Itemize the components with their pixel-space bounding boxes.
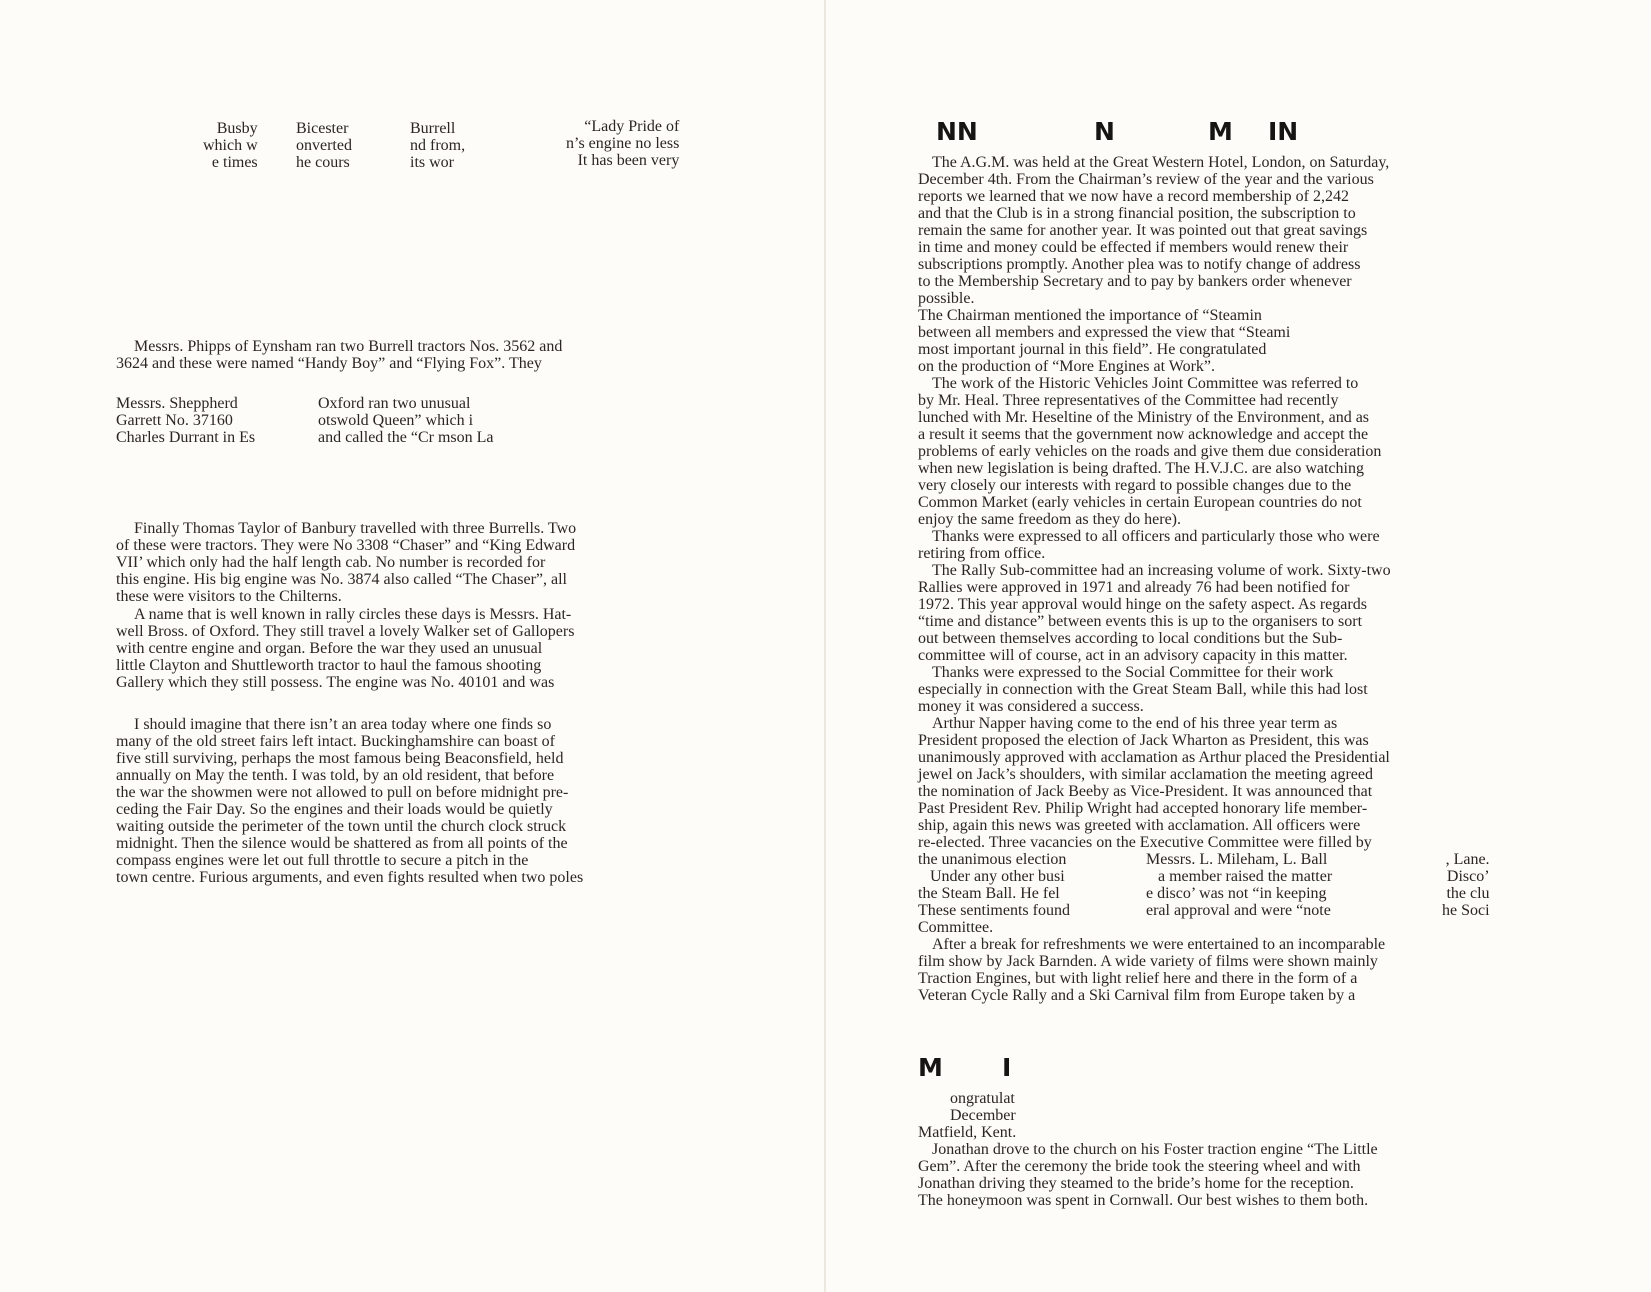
agm-heading-part: N xyxy=(1094,117,1115,146)
marriage-fragment: ongratulat December xyxy=(950,1090,1016,1124)
marriage-heading-part: I xyxy=(1002,1053,1012,1082)
agm-paragraph-4: Thanks were expressed to all officers and particularly those who were retiring from office. xyxy=(918,528,1380,562)
agm-paragraph-7: Arthur Napper having come to the end of his three year term as President proposed the election of Jack Wharton as President, this was unanimously approved with acclamation as Arthur placed the Presidential jewel on Jack’s shoulders, with similar acclamation the meeting agreed the nomination of Jack Beeby as Vice-President. It was announced that Past President Rev. Philip Wright had accepted honorary life member- ship, again this news was greeted with acclamation. All officers were re-elected. Three vacancies on the Executive Committee were filled by xyxy=(918,715,1390,851)
agm-heading-part: M xyxy=(1208,117,1233,146)
left-page xyxy=(0,0,825,1292)
agm-fragment-middle: Messrs. L. Mileham, L. Ball a member raised the matter e disco’ was not “in keeping eral approval and were “note xyxy=(1146,851,1333,919)
taylor-paragraph: Finally Thomas Taylor of Banbury travelled with three Burrells. Two of these were tractors. They were No 3308 “Chaser” and “King Edward VII’ which only had the half length cab. No number is recorded for this engine. His big engine was No. 3874 also called “The Chaser”, all these were visitors to the Chilterns. xyxy=(116,520,577,605)
agm-paragraph-2: The Chairman mentioned the importance of “Steamin between all members and expressed the view that “Steami most important journal in this field”. He congratulated on the production of “More Engines at Work”. xyxy=(918,307,1291,375)
agm-paragraph-6: Thanks were expressed to the Social Committee for their work especially in connection with the Great Steam Ball, while this had lost money it was considered a success. xyxy=(918,664,1368,715)
agm-paragraph-5: The Rally Sub-committee had an increasing volume of work. Sixty-two Rallies were approved in 1971 and already 76 had been notified for 1972. This year approval would hinge on the safety aspect. As regards “time and distance” between events this is up to the organisers to sort out between themselves according to local conditions but the Sub- committee will of course, act in an advisory capacity in this matter. xyxy=(918,562,1391,664)
fragment-sheppherd: Messrs. Sheppherd Garrett No. 37160 Charles Durrant in Es xyxy=(116,395,256,446)
marriage-heading-part: M xyxy=(918,1053,943,1082)
phipps-paragraph: Messrs. Phipps of Eynsham ran two Burrell tractors Nos. 3562 and 3624 and these were named “Handy Boy” and “Flying Fox”. They xyxy=(116,338,563,372)
fairs-paragraph: I should imagine that there isn’t an area today where one finds so many of the old street fairs left intact. Buckinghamshire can boast of five still surviving, perhaps the most famous being Beaconsfield, held annually on May the tenth. I was told, by an old resident, that before the war the showmen were not allowed to pull on before midnight pre- ceding the Fair Day. So the engines and their loads would be quietly waiting outside the perimeter of the town until the church clock struck midnight. Then the silence would be shattered as from all points of the compass engines were let out full throttle to secure a pitch in the town centre. Furious arguments, and even fights resulted when two poles xyxy=(116,716,584,886)
fragment-lady-pride: “Lady Pride of n’s engine no less It has been very xyxy=(566,118,680,169)
agm-fragment-left: the unanimous election Under any other busi the Steam Ball. He fel These sentiments found Committee. xyxy=(918,851,1070,936)
hatwell-paragraph: A name that is well known in rally circles these days is Messrs. Hat- well Bross. of Oxford. They still travel a lovely Walker set of Gallopers with centre engine and organ. Before the war they used an unusual little Clayton and Shuttleworth tractor to haul the famous shooting Gallery which they still possess. The engine was No. 40101 and was xyxy=(116,606,575,691)
fragment-burrell: Burrell nd from, its wor xyxy=(410,120,466,171)
fragment-oxford: Oxford ran two unusual otswold Queen” which i and called the “Cr mson La xyxy=(318,395,494,446)
marriage-location: Matfield, Kent. xyxy=(918,1124,1017,1141)
fragment-busby: Busby which w e times xyxy=(203,120,258,171)
right-page xyxy=(826,0,1651,1292)
fragment-bicester: Bicester onverted he cours xyxy=(296,120,352,171)
agm-fragment-right: , Lane. Disco’ the clu he Soci xyxy=(1442,851,1490,919)
agm-paragraph-8: After a break for refreshments we were entertained to an incomparable film show by Jack Barnden. A wide variety of films were shown mainly Traction Engines, but with light relief here and there in the form of a Veteran Cycle Rally and a Ski Carnival film from Europe taken by a xyxy=(918,936,1386,1004)
marriage-paragraph: Jonathan drove to the church on his Foster traction engine “The Little Gem”. After the ceremony the bride took the steering wheel and with Jonathan driving they steamed to the bride’s home for the reception. The honeymoon was spent in Cornwall. Our best wishes to them both. xyxy=(918,1141,1378,1209)
agm-heading-part: NN xyxy=(936,117,978,146)
agm-paragraph-3: The work of the Historic Vehicles Joint Committee was referred to by Mr. Heal. Three representatives of the Committee had recently lunched with Mr. Heseltine of the Ministry of the Environment, and as a result it seems that the government now acknowledge and accept the problems of early vehicles on the roads and give them due consideration when new legislation is being drafted. The H.V.J.C. are also watching very closely our interests with regard to possible changes due to the Common Market (early vehicles in certain European countries do not enjoy the same freedom as they do here). xyxy=(918,375,1382,528)
agm-paragraph-1: The A.G.M. was held at the Great Western Hotel, London, on Saturday, December 4th. From the Chairman’s review of the year and the various reports we learned that we now have a record membership of 2,242 and that the Club is in a strong financial position, the subscription to remain the same for another year. It was pointed out that great savings in time and money could be effected if members would renew their subscriptions promptly. Another plea was to notify change of address to the Membership Secretary and to pay by bankers order whenever possible. xyxy=(918,154,1390,307)
agm-heading-part: IN xyxy=(1268,117,1299,146)
